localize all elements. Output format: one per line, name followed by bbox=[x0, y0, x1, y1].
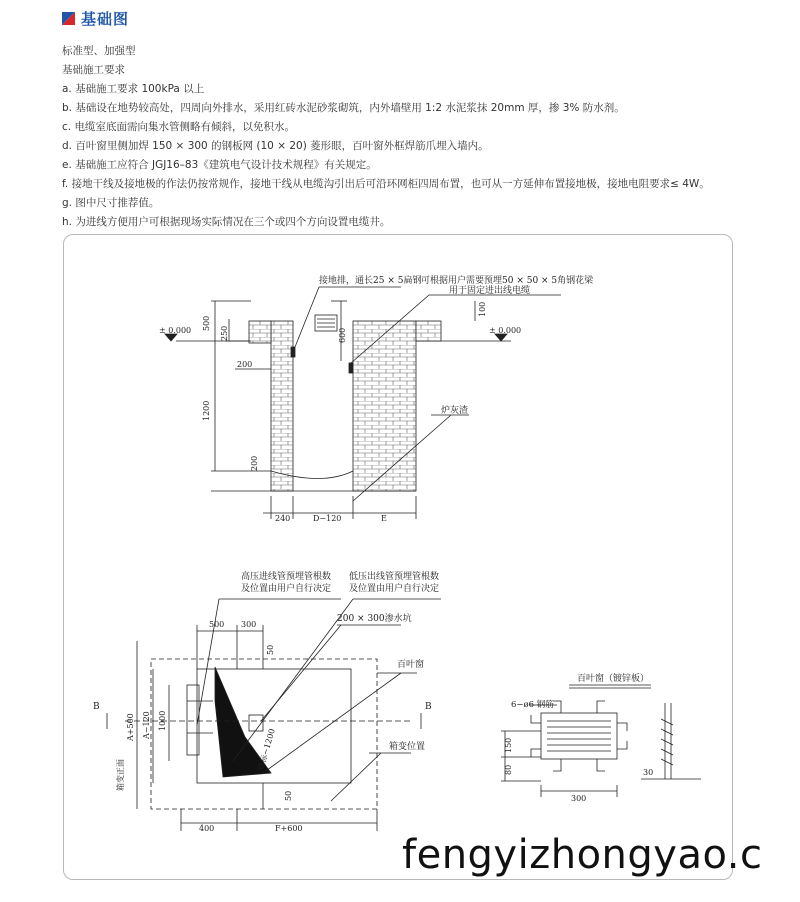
watermark-text: fengyizhongyao.c bbox=[402, 832, 763, 878]
level-marker-right bbox=[495, 334, 507, 341]
left-wall bbox=[271, 321, 293, 491]
foundation-drawing bbox=[64, 235, 732, 879]
section-header bbox=[62, 8, 129, 28]
plan-labels bbox=[93, 570, 439, 833]
text-line: f. 接地干线及接地极的作法仍按常规作，接地干线从电缆沟引出后可沿环网柜四周布置，也可从一方延伸布置接地极，接地电阻要求≤ 4W。 bbox=[62, 178, 710, 190]
label-louver: 百叶窗 bbox=[397, 660, 425, 670]
text-line: d. 百叶窗里侧加焊 150 × 300 的钢板网 (10 × 20) 菱形眼，百叶窗外框焊筋爪埋入墙内。 bbox=[62, 140, 489, 152]
level-right: ± 0.000 bbox=[489, 326, 522, 335]
dim-1000: 1000 bbox=[158, 710, 167, 731]
label-hv-1: 高压进线管预埋管根数 bbox=[241, 572, 332, 582]
text-line: b. 基础设在地势较高处，四周向外排水，采用红砖水泥砂浆砌筑，内外墙壁用 1:2 水泥浆抹 20mm 厚，掺 3% 防水剂。 bbox=[62, 102, 625, 114]
section-b-right: B bbox=[425, 702, 432, 712]
page-title: 基础图 bbox=[81, 9, 130, 28]
text-line: h. 为进线方便用户可根据现场实际情况在三个或四个方向设置电缆井。 bbox=[62, 216, 391, 228]
label-slope: 坡标−1200 bbox=[256, 727, 277, 772]
label-angle-1: 可根据用户需要预埋50 × 50 × 5角钢花梁 bbox=[421, 276, 594, 286]
dim-200b: 200 bbox=[250, 455, 259, 471]
dim-600: 600 bbox=[338, 327, 347, 343]
label-box: 箱变位置 bbox=[389, 742, 426, 752]
label-angle-2: 用于固定进出线电缆 bbox=[449, 286, 531, 296]
ground-bar-mark bbox=[291, 347, 295, 357]
drawing-panel bbox=[63, 234, 733, 880]
dim-250: 250 bbox=[220, 325, 229, 341]
label-hv-2: 及位置由用户自行决定 bbox=[241, 584, 332, 594]
section-b-left: B bbox=[93, 702, 100, 712]
text-line: 标准型、加强型 bbox=[62, 45, 136, 57]
label-lv-1: 低压出线管预埋管根数 bbox=[349, 572, 440, 582]
text-line: c. 电缆室底面需向集水管侧略有倾斜，以免积水。 bbox=[62, 121, 295, 133]
text-line: g. 图中尺寸推荐值。 bbox=[62, 197, 160, 209]
dim-d120: D−120 bbox=[313, 514, 342, 523]
dim-100: 100 bbox=[478, 301, 487, 317]
detail-title: 百叶窗（镀锌板） bbox=[577, 674, 650, 684]
section-view bbox=[165, 287, 561, 519]
dim-80: 80 bbox=[504, 764, 513, 775]
dim-a500: A+500 bbox=[126, 713, 135, 741]
dim-f600: F+600 bbox=[275, 824, 303, 833]
dim-240: 240 bbox=[275, 514, 291, 523]
text-line: 基础施工要求 bbox=[62, 64, 125, 76]
level-left: ± 0.000 bbox=[159, 326, 192, 335]
dim-300-detail: 300 bbox=[571, 794, 587, 803]
right-wall-cap bbox=[416, 321, 441, 341]
rebar-claws-bottom bbox=[553, 759, 605, 771]
dim-1200: 1200 bbox=[202, 400, 211, 421]
dim-500-plan: 500 bbox=[209, 620, 225, 629]
label-rebar: 6−ø6 钢筋 bbox=[511, 700, 554, 710]
text-line: a. 基础施工要求 100kPa 以上 bbox=[62, 83, 205, 95]
label-lv-2: 及位置由用户自行决定 bbox=[349, 584, 440, 594]
label-ground-bar: 接地排，通长25 × 5扁钢 bbox=[319, 276, 422, 286]
level-marker-left bbox=[165, 334, 177, 341]
dim-500: 500 bbox=[202, 315, 211, 331]
box-outline bbox=[151, 659, 377, 809]
label-front: 箱变正面 bbox=[116, 759, 125, 791]
left-wall-cap bbox=[249, 321, 271, 343]
dim-150: 150 bbox=[504, 737, 513, 753]
label-slag: 炉灰渣 bbox=[441, 406, 469, 416]
leader-box bbox=[331, 753, 381, 801]
dim-400: 400 bbox=[199, 824, 215, 833]
angle-steel-mark bbox=[349, 363, 353, 373]
dim-30: 30 bbox=[643, 768, 654, 777]
detail-labels bbox=[504, 672, 653, 803]
label-pit: 200 × 300渗水坑 bbox=[337, 614, 412, 624]
requirements-text bbox=[62, 42, 792, 232]
dim-300-plan: 300 bbox=[241, 620, 257, 629]
leader-louver bbox=[263, 673, 401, 773]
rebar-claws-top bbox=[553, 701, 605, 713]
dim-50b: 50 bbox=[284, 790, 293, 801]
dim-50a: 50 bbox=[266, 644, 275, 655]
dim-a120: A−120 bbox=[142, 711, 151, 739]
text-line: e. 基础施工应符合 JGJ16–83《建筑电气设计技术规程》有关规定。 bbox=[62, 159, 377, 171]
right-wall bbox=[353, 321, 416, 491]
louver-frame bbox=[541, 713, 617, 759]
title-flag-icon bbox=[62, 12, 75, 25]
leader-pit bbox=[261, 625, 341, 721]
dim-e: E bbox=[381, 514, 387, 523]
dim-200a: 200 bbox=[237, 360, 253, 369]
